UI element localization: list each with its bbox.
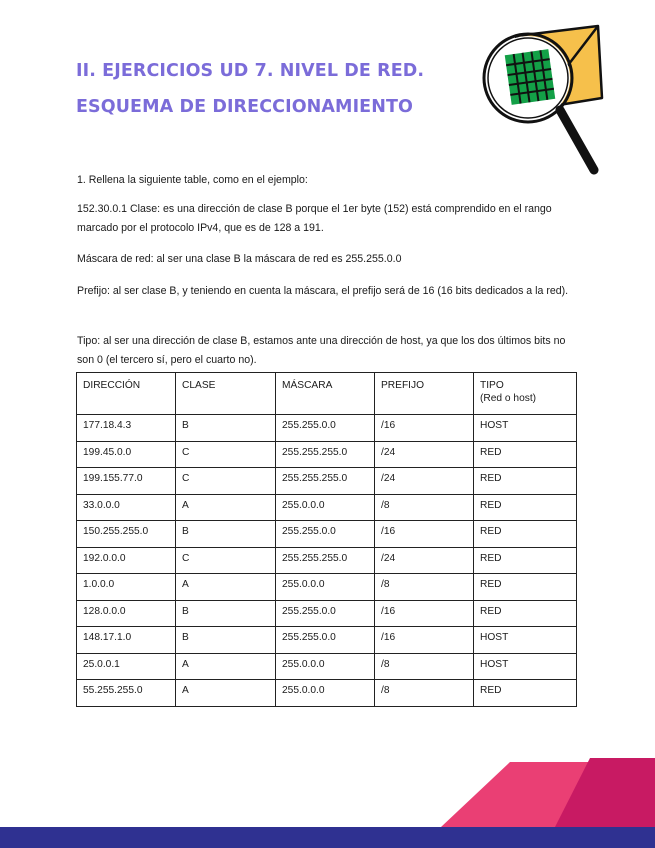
cell-tipo: HOST: [474, 653, 577, 680]
cell-tipo: RED: [474, 521, 577, 548]
cell-tipo: RED: [474, 680, 577, 707]
table-body: [77, 415, 577, 707]
cell-mascara: 255.255.0.0: [276, 600, 375, 627]
header-direccion: DIRECCIÓN: [77, 373, 176, 415]
cell-direccion: 192.0.0.0: [77, 547, 176, 574]
table-row: [77, 441, 577, 468]
table-row: [77, 653, 577, 680]
table-header-row: [77, 373, 577, 415]
cell-tipo: RED: [474, 494, 577, 521]
cell-tipo: HOST: [474, 415, 577, 442]
cell-mascara: 255.255.255.0: [276, 468, 375, 495]
header-mascara: MÁSCARA: [276, 373, 375, 415]
footer-band: [0, 827, 655, 848]
cell-mascara: 255.0.0.0: [276, 653, 375, 680]
cell-mascara: 255.255.0.0: [276, 627, 375, 654]
cell-clase: C: [176, 468, 276, 495]
cell-direccion: 128.0.0.0: [77, 600, 176, 627]
cell-prefijo: /24: [375, 441, 474, 468]
header-tipo: [474, 373, 577, 415]
cell-tipo: RED: [474, 574, 577, 601]
cell-clase: B: [176, 415, 276, 442]
cell-mascara: 255.255.255.0: [276, 441, 375, 468]
cell-prefijo: /16: [375, 627, 474, 654]
cell-direccion: 148.17.1.0: [77, 627, 176, 654]
table-row: [77, 574, 577, 601]
cell-prefijo: /16: [375, 521, 474, 548]
cell-tipo: RED: [474, 547, 577, 574]
cell-clase: B: [176, 521, 276, 548]
page-title-line1: II. EJERCICIOS UD 7. NIVEL DE RED.: [76, 61, 425, 81]
cell-direccion: 199.155.77.0: [77, 468, 176, 495]
cell-direccion: 199.45.0.0: [77, 441, 176, 468]
header-tipo-sub: (Red o host): [480, 393, 537, 404]
cell-mascara: 255.0.0.0: [276, 494, 375, 521]
cell-clase: A: [176, 574, 276, 601]
cell-tipo: HOST: [474, 627, 577, 654]
footer-triangle-magenta: [555, 758, 655, 827]
table-row: [77, 547, 577, 574]
example-mask-text: Máscara de red: al ser una clase B la máscara de red es 255.255.0.0: [77, 253, 402, 265]
header-clase: CLASE: [176, 373, 276, 415]
cell-clase: A: [176, 680, 276, 707]
cell-direccion: 55.255.255.0: [77, 680, 176, 707]
cell-clase: A: [176, 653, 276, 680]
cell-mascara: 255.0.0.0: [276, 680, 375, 707]
cell-mascara: 255.0.0.0: [276, 574, 375, 601]
addressing-table: [76, 372, 577, 707]
example-prefix-text: Prefijo: al ser clase B, y teniendo en cuenta la máscara, el prefijo será de 16 (16 bits dedicados a la red).: [77, 285, 569, 297]
cell-tipo: RED: [474, 468, 577, 495]
cell-prefijo: /24: [375, 547, 474, 574]
table-row: [77, 521, 577, 548]
cell-mascara: 255.255.255.0: [276, 547, 375, 574]
cell-prefijo: /8: [375, 574, 474, 601]
cell-prefijo: /24: [375, 468, 474, 495]
cell-prefijo: /16: [375, 415, 474, 442]
cell-mascara: 255.255.0.0: [276, 415, 375, 442]
cell-direccion: 150.255.255.0: [77, 521, 176, 548]
cell-mascara: 255.255.0.0: [276, 521, 375, 548]
cell-prefijo: /8: [375, 494, 474, 521]
table-row: [77, 415, 577, 442]
cell-prefijo: /8: [375, 653, 474, 680]
table-row: [77, 494, 577, 521]
table-row: [77, 468, 577, 495]
cell-direccion: 25.0.0.1: [77, 653, 176, 680]
cell-prefijo: /8: [375, 680, 474, 707]
cell-clase: C: [176, 441, 276, 468]
cell-prefijo: /16: [375, 600, 474, 627]
table-row: [77, 627, 577, 654]
cell-clase: A: [176, 494, 276, 521]
intro-text: 1. Rellena la siguiente table, como en el ejemplo:: [77, 174, 308, 186]
header-prefijo: PREFIJO: [375, 373, 474, 415]
page-title-line2: ESQUEMA DE DIRECCIONAMIENTO: [76, 97, 413, 117]
cell-direccion: 33.0.0.0: [77, 494, 176, 521]
footer-triangle-pink: [441, 762, 655, 827]
cell-clase: C: [176, 547, 276, 574]
cell-direccion: 1.0.0.0: [77, 574, 176, 601]
example-class-text: 152.30.0.1 Clase: es una dirección de clase B porque el 1er byte (152) está comprendido en el rango marcado por el protocolo IPv4, que es de 128 a 191.: [77, 203, 552, 234]
table-row: [77, 680, 577, 707]
cell-direccion: 177.18.4.3: [77, 415, 176, 442]
cell-tipo: RED: [474, 441, 577, 468]
magnifier-envelope-icon: [476, 18, 606, 188]
cell-clase: B: [176, 600, 276, 627]
table-row: [77, 600, 577, 627]
example-type-text: Tipo: al ser una dirección de clase B, estamos ante una dirección de host, ya que los dos últimos bits no son 0 (el tercero sí, pero el cuarto no).: [77, 335, 566, 366]
header-tipo-label: TIPO: [480, 380, 504, 391]
cell-tipo: RED: [474, 600, 577, 627]
cell-clase: B: [176, 627, 276, 654]
